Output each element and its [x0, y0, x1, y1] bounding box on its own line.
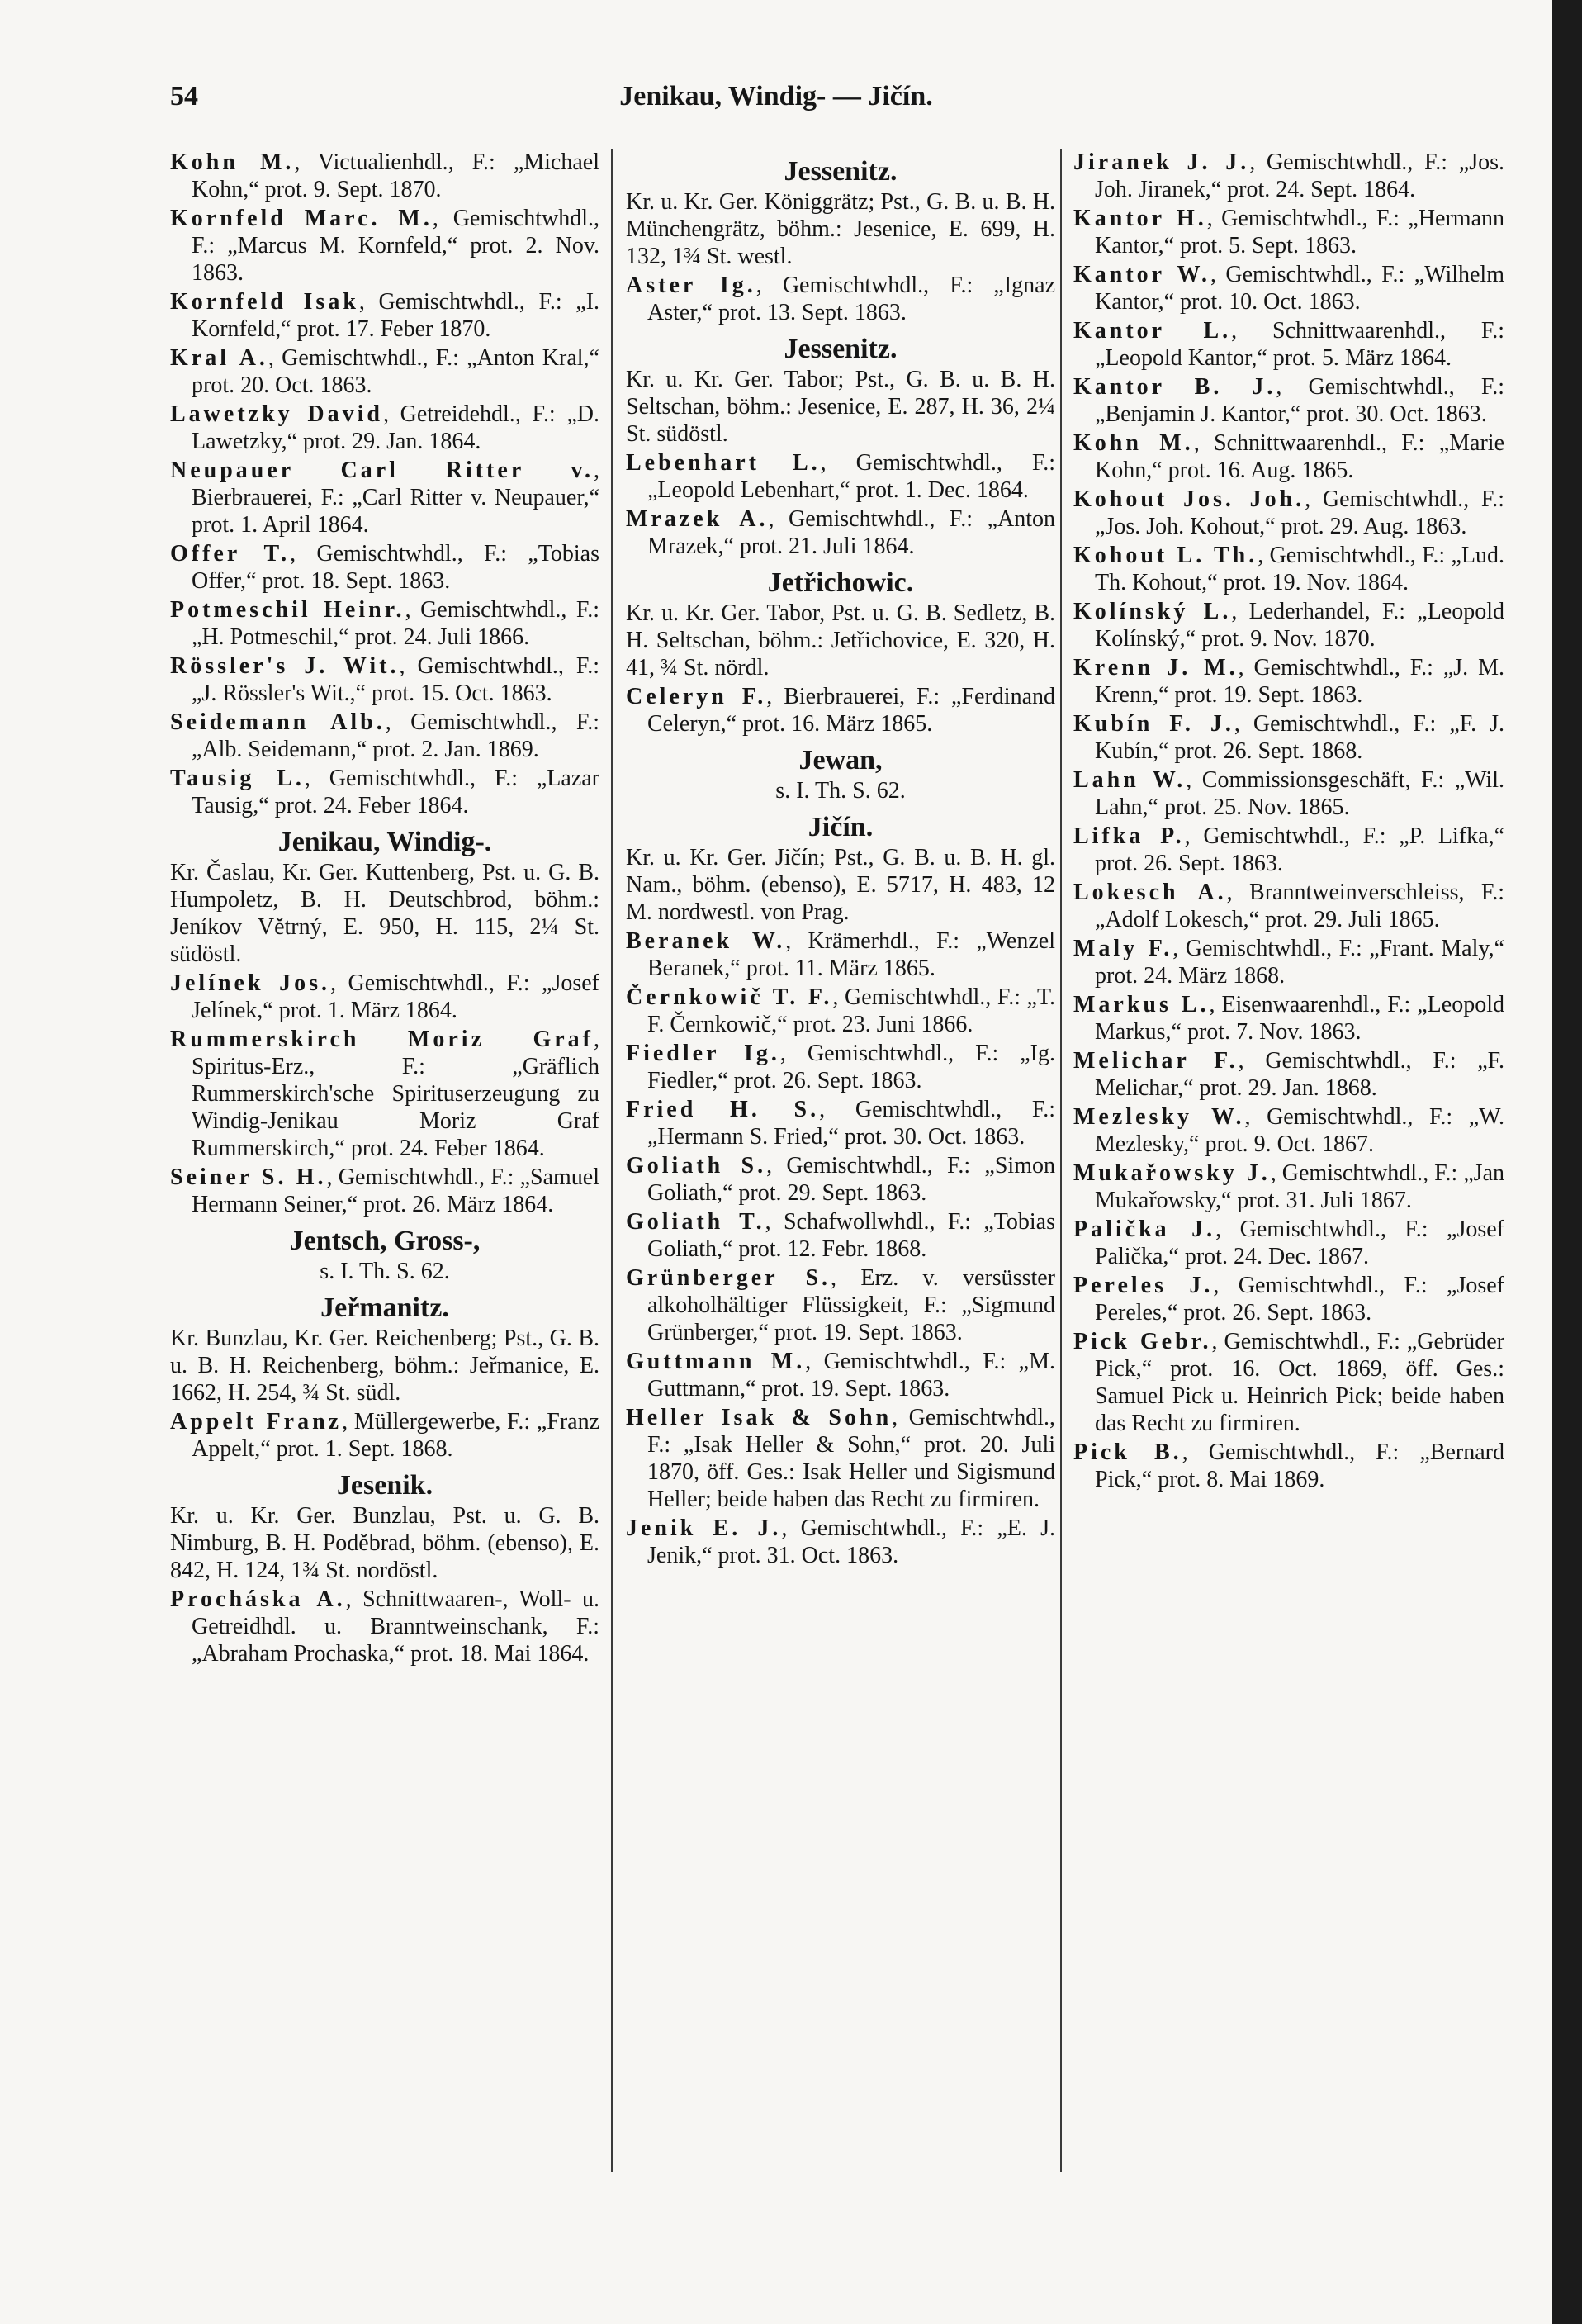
place-heading: Jentsch, Gross-,	[289, 1226, 481, 1256]
firm-entry	[170, 1408, 599, 1463]
firm-entry	[1073, 205, 1504, 259]
firm-details: , Schafwollwhdl., F.: „Tobias Goliath,“ prot. 12. Febr. 1868.	[647, 1209, 1055, 1262]
place-heading: Jessenitz.	[784, 334, 898, 364]
firm-entry	[170, 149, 599, 203]
firm-entry	[1073, 486, 1504, 540]
firm-details: , Gemischtwhdl., F.: „Marcus M. Kornfeld,“ prot. 2. Nov. 1863.	[192, 206, 599, 286]
firm-owner-name: Kantor W.	[1073, 262, 1210, 287]
firm-entry	[1073, 823, 1504, 877]
firm-entry	[1073, 710, 1504, 765]
firm-details: , Spiritus-Erz., F.: „Gräflich Rummerskirch'sche Spirituserzeugung zu Windig-Jenikau Moriz Graf Rummerskirch,“ prot. 24. Feber 1864.	[192, 1027, 599, 1161]
firm-owner-name: Pereles J.	[1073, 1273, 1214, 1298]
firm-owner-name: Appelt Franz	[170, 1409, 343, 1435]
firm-details: , Gemischtwhdl., F.: „F. J. Kubín,“ prot. 26. Sept. 1868.	[1095, 711, 1504, 764]
firm-details: , Gemischtwhdl., F.: „P. Lifka,“ prot. 26. Sept. 1863.	[1095, 823, 1504, 876]
firm-entry	[626, 1404, 1055, 1513]
place-section	[170, 1469, 599, 1584]
firm-details: , Commissionsgeschäft, F.: „Wil. Lahn,“ prot. 25. Nov. 1865.	[1095, 767, 1504, 820]
firm-owner-name: Kornfeld Marc. M.	[170, 206, 433, 231]
place-section	[626, 811, 1055, 926]
column-divider	[611, 149, 613, 2172]
firm-details: , Gemischtwhdl., F.: „F. Melichar,“ prot. 29. Jan. 1868.	[1095, 1048, 1504, 1101]
firm-owner-name: Kohout Jos. Joh.	[1073, 486, 1305, 512]
place-description: Kr. Časlau, Kr. Ger. Kuttenberg, Pst. u. G. B. Humpoletz, B. H. Deutschbrod, böhm.: Jeníkov Větrný, E. 950, H. 115, 2¼ St. südöstl.	[170, 860, 599, 967]
place-heading: Jetřichowic.	[767, 567, 914, 598]
firm-owner-name: Lifka P.	[1073, 823, 1185, 849]
firm-details: , Eisenwaarenhdl., F.: „Leopold Markus,“ prot. 7. Nov. 1863.	[1095, 992, 1504, 1045]
running-head: Jenikau, Windig- — Jičín.	[619, 81, 933, 111]
firm-entry	[626, 683, 1055, 738]
firm-owner-name: Krenn J. M.	[1073, 655, 1239, 681]
firm-entry	[170, 344, 599, 399]
firm-entry	[1073, 1439, 1504, 1493]
place-description: Kr. u. Kr. Ger. Tabor; Pst., G. B. u. B. H. Seltschan, böhm.: Jesenice, E. 287, H. 36, 2¼ St. südöstl.	[626, 367, 1055, 447]
firm-owner-name: Černkowič T. F.	[626, 984, 833, 1010]
firm-details: , Gemischtwhdl., F.: „Hermann Kantor,“ prot. 5. Sept. 1863.	[1095, 206, 1504, 258]
firm-entry	[626, 1348, 1055, 1402]
firm-entry	[626, 505, 1055, 560]
place-description: s. I. Th. S. 62.	[775, 778, 906, 804]
firm-owner-name: Aster Ig.	[626, 273, 756, 298]
place-section	[170, 826, 599, 968]
firm-entry	[170, 709, 599, 763]
firm-details: , Gemischtwhdl., F.: „Gebrüder Pick,“ prot. 16. Oct. 1869, öff. Ges.: Samuel Pick u. Heinrich Pick; beide haben das Recht zu firmiren.	[1095, 1329, 1504, 1436]
firm-details: , Gemischtwhdl., F.: „Wilhelm Kantor,“ prot. 10. Oct. 1863.	[1095, 262, 1504, 315]
firm-owner-name: Potmeschil Heinr.	[170, 597, 405, 623]
place-section	[626, 744, 1055, 804]
place-description: Kr. u. Kr. Ger. Königgrätz; Pst., G. B. u. B. H. Münchengrätz, böhm.: Jesenice, E. 699, H. 132, 1¾ St. westl.	[626, 189, 1055, 269]
firm-details: , Gemischtwhdl., F.: „Bernard Pick,“ prot. 8. Mai 1869.	[1095, 1439, 1504, 1492]
place-description: Kr. u. Kr. Ger. Tabor, Pst. u. G. B. Sedletz, B. H. Seltschan, böhm.: Jetřichovice, E. 320, H. 41, ¾ St. nördl.	[626, 600, 1055, 681]
firm-details: , Gemischtwhdl., F.: „Simon Goliath,“ prot. 29. Sept. 1863.	[647, 1153, 1055, 1206]
firm-owner-name: Jiranek J. J.	[1073, 149, 1250, 175]
firm-details: , Gemischtwhdl., F.: „M. Guttmann,“ prot. 19. Sept. 1863.	[647, 1349, 1055, 1402]
firm-details: , Gemischtwhdl., F.: „Josef Pereles,“ prot. 26. Sept. 1863.	[1095, 1273, 1504, 1326]
firm-entry	[1073, 1216, 1504, 1270]
firm-entry	[626, 449, 1055, 504]
place-section	[170, 1225, 599, 1285]
firm-details: , Krämerhdl., F.: „Wenzel Beranek,“ prot. 11. März 1865.	[647, 928, 1055, 981]
firm-entry	[1073, 1328, 1504, 1437]
firm-details: , Gemischtwhdl., F.: „Alb. Seidemann,“ prot. 2. Jan. 1869.	[192, 709, 599, 762]
firm-owner-name: Palička J.	[1073, 1217, 1216, 1242]
firm-entry	[626, 984, 1055, 1038]
directory-column-1	[170, 149, 599, 2180]
firm-details: , Gemischtwhdl., F.: „Ignaz Aster,“ prot. 13. Sept. 1863.	[647, 273, 1055, 325]
firm-details: , Gemischtwhdl., F.: „Lud. Th. Kohout,“ prot. 19. Nov. 1864.	[1095, 543, 1504, 595]
firm-owner-name: Fried H. S.	[626, 1097, 820, 1122]
firm-entry	[1073, 373, 1504, 428]
firm-owner-name: Kohn M.	[1073, 430, 1194, 456]
firm-entry	[1073, 1272, 1504, 1326]
firm-owner-name: Pick B.	[1073, 1439, 1182, 1465]
firm-owner-name: Fiedler Ig.	[626, 1041, 780, 1066]
firm-details: , Schnittwaarenhdl., F.: „Marie Kohn,“ prot. 16. Aug. 1865.	[1095, 430, 1504, 483]
firm-owner-name: Procháska A.	[170, 1586, 346, 1612]
firm-details: , Victualienhdl., F.: „Michael Kohn,“ prot. 9. Sept. 1870.	[192, 149, 599, 202]
place-section	[626, 567, 1055, 681]
place-heading: Jesenik.	[336, 1470, 433, 1501]
firm-entry	[170, 1164, 599, 1218]
firm-owner-name: Goliath S.	[626, 1153, 767, 1179]
firm-details: , Gemischtwhdl., F.: „Ig. Fiedler,“ prot. 26. Sept. 1863.	[647, 1041, 1055, 1093]
firm-entry	[170, 1586, 599, 1667]
firm-owner-name: Goliath T.	[626, 1209, 765, 1235]
place-heading: Jessenitz.	[784, 156, 898, 187]
firm-owner-name: Mrazek A.	[626, 506, 769, 532]
place-heading: Jeřmanitz.	[320, 1292, 449, 1323]
firm-owner-name: Kohn M.	[170, 149, 295, 175]
firm-details: , Gemischtwhdl., F.: „J. Rössler's Wit.,“ prot. 15. Oct. 1863.	[192, 653, 599, 706]
firm-owner-name: Rössler's J. Wit.	[170, 653, 400, 679]
firm-entry	[170, 765, 599, 819]
firm-entry	[626, 272, 1055, 326]
place-heading: Jičín.	[808, 812, 874, 842]
firm-details: , Gemischtwhdl., F.: „Hermann S. Fried,“ prot. 30. Oct. 1863.	[647, 1097, 1055, 1150]
firm-details: , Lederhandel, F.: „Leopold Kolínský,“ prot. 9. Nov. 1870.	[1095, 599, 1504, 652]
firm-details: , Erz. v. versüsster alkoholhältiger Flüssigkeit, F.: „Sigmund Grünberger,“ prot. 19. Sept. 1863.	[647, 1265, 1055, 1345]
firm-details: , Gemischtwhdl., F.: „T. F. Černkowič,“ prot. 23. Juni 1866.	[647, 984, 1055, 1037]
firm-details: , Gemischtwhdl., F.: „Jan Mukařowsky,“ prot. 31. Juli 1867.	[1095, 1160, 1504, 1213]
firm-owner-name: Mukařowsky J.	[1073, 1160, 1271, 1186]
firm-owner-name: Kubín F. J.	[1073, 711, 1234, 737]
directory-column-3	[1073, 149, 1504, 2180]
firm-details: , Gemischtwhdl., F.: „Isak Heller & Sohn,“ prot. 20. Juli 1870, öff. Ges.: Isak Heller und Sigismund Heller; beide haben das Recht zu firmiren.	[647, 1405, 1055, 1512]
firm-owner-name: Kantor B. J.	[1073, 374, 1276, 400]
page-number: 54	[170, 81, 198, 111]
place-description: Kr. u. Kr. Ger. Bunzlau, Pst. u. G. B. Nimburg, B. H. Poděbrad, böhm. (ebenso), E. 842, H. 124, 1¾ St. nordöstl.	[170, 1503, 599, 1583]
firm-owner-name: Guttmann M.	[626, 1349, 806, 1374]
firm-entry	[1073, 149, 1504, 203]
firm-owner-name: Maly F.	[1073, 936, 1173, 961]
firm-entry	[1073, 654, 1504, 709]
firm-entry	[170, 652, 599, 707]
firm-owner-name: Melichar F.	[1073, 1048, 1239, 1074]
place-description: s. I. Th. S. 62.	[320, 1259, 450, 1284]
firm-details: , Gemischtwhdl., F.: „Josef Jelínek,“ prot. 1. März 1864.	[192, 970, 599, 1023]
firm-details: , Gemischtwhdl., F.: „W. Mezlesky,“ prot. 9. Oct. 1867.	[1095, 1104, 1504, 1157]
firm-entry	[170, 205, 599, 287]
place-heading: Jenikau, Windig-.	[277, 827, 492, 857]
firm-entry	[170, 401, 599, 455]
place-heading: Jewan,	[798, 745, 883, 775]
place-section	[626, 333, 1055, 448]
firm-owner-name: Jenik E. J.	[626, 1515, 782, 1541]
firm-entry	[1073, 1103, 1504, 1158]
firm-owner-name: Markus L.	[1073, 992, 1210, 1017]
firm-owner-name: Jelínek Jos.	[170, 970, 330, 996]
firm-details: , Müllergewerbe, F.: „Franz Appelt,“ prot. 1. Sept. 1868.	[192, 1409, 599, 1462]
firm-details: , Gemischtwhdl., F.: „Samuel Hermann Seiner,“ prot. 26. März 1864.	[192, 1164, 599, 1217]
firm-owner-name: Rummerskirch Moriz Graf	[170, 1027, 594, 1052]
firm-owner-name: Seidemann Alb.	[170, 709, 386, 735]
firm-entry	[1073, 429, 1504, 484]
firm-entry	[1073, 991, 1504, 1046]
firm-details: , Gemischtwhdl., F.: „Josef Palička,“ prot. 24. Dec. 1867.	[1095, 1217, 1504, 1269]
firm-details: , Gemischtwhdl., F.: „J. M. Krenn,“ prot. 19. Sept. 1863.	[1095, 655, 1504, 708]
firm-owner-name: Kornfeld Isak	[170, 289, 359, 315]
firm-details: , Gemischtwhdl., F.: „H. Potmeschil,“ prot. 24. Juli 1866.	[192, 597, 599, 650]
firm-details: , Gemischtwhdl., F.: „Tobias Offer,“ prot. 18. Sept. 1863.	[192, 541, 599, 594]
place-description: Kr. u. Kr. Ger. Jičín; Pst., G. B. u. B. H. gl. Nam., böhm. (ebenso), E. 5717, H. 483, 12 M. nordwestl. von Prag.	[626, 845, 1055, 925]
firm-entry	[626, 927, 1055, 982]
firm-owner-name: Lebenhart L.	[626, 450, 821, 476]
firm-details: , Gemischtwhdl., F.: „Lazar Tausig,“ prot. 24. Feber 1864.	[192, 766, 599, 818]
firm-entry	[170, 540, 599, 595]
place-description: Kr. Bunzlau, Kr. Ger. Reichenberg; Pst., G. B. u. B. H. Reichenberg, böhm.: Jeřmanice, E. 1662, H. 254, ¾ St. südl.	[170, 1326, 599, 1406]
firm-details: , Gemischtwhdl., F.: „Leopold Lebenhart,“ prot. 1. Dec. 1864.	[647, 450, 1055, 503]
firm-details: , Gemischtwhdl., F.: „Frant. Maly,“ prot. 24. März 1868.	[1095, 936, 1504, 989]
firm-entry	[1073, 1160, 1504, 1214]
firm-entry	[626, 1515, 1055, 1569]
place-section	[626, 155, 1055, 270]
firm-entry	[1073, 1047, 1504, 1102]
firm-owner-name: Lawetzky David	[170, 401, 383, 427]
firm-entry	[1073, 598, 1504, 652]
firm-entry	[170, 596, 599, 651]
firm-owner-name: Pick Gebr.	[1073, 1329, 1212, 1354]
firm-owner-name: Tausig L.	[170, 766, 305, 791]
firm-details: , Gemischtwhdl., F.: „I. Kornfeld,“ prot. 17. Feber 1870.	[192, 289, 599, 342]
firm-owner-name: Kantor H.	[1073, 206, 1207, 231]
firm-entry	[626, 1208, 1055, 1263]
firm-details: , Schnittwaaren-, Woll- u. Getreidhdl. u. Branntweinschank, F.: „Abraham Prochaska,“ prot. 18. Mai 1864.	[192, 1586, 599, 1667]
firm-details: , Gemischtwhdl., F.: „E. J. Jenik,“ prot. 31. Oct. 1863.	[647, 1515, 1055, 1568]
firm-entry	[1073, 317, 1504, 372]
firm-owner-name: Offer T.	[170, 541, 291, 567]
firm-entry	[170, 1026, 599, 1162]
firm-owner-name: Seiner S. H.	[170, 1164, 327, 1190]
firm-entry	[1073, 879, 1504, 933]
place-section	[170, 1292, 599, 1406]
firm-owner-name: Kral A.	[170, 345, 268, 371]
firm-owner-name: Kolínský L.	[1073, 599, 1232, 624]
firm-details: , Gemischtwhdl., F.: „Jos. Joh. Jiranek,“ prot. 24. Sept. 1864.	[1095, 149, 1504, 202]
firm-entry	[1073, 935, 1504, 989]
firm-entry	[1073, 261, 1504, 315]
firm-owner-name: Heller Isak & Sohn	[626, 1405, 893, 1430]
firm-details: , Gemischtwhdl., F.: „Benjamin J. Kantor,“ prot. 30. Oct. 1863.	[1095, 374, 1504, 427]
firm-owner-name: Celeryn F.	[626, 684, 767, 709]
firm-owner-name: Kohout L. Th.	[1073, 543, 1258, 568]
firm-owner-name: Grünberger S.	[626, 1265, 831, 1291]
firm-entry	[170, 457, 599, 538]
firm-details: , Bierbrauerei, F.: „Carl Ritter v. Neupauer,“ prot. 1. April 1864.	[192, 458, 599, 538]
firm-details: , Gemischtwhdl., F.: „Anton Mrazek,“ prot. 21. Juli 1864.	[647, 506, 1055, 559]
firm-details: , Gemischtwhdl., F.: „Anton Kral,“ prot. 20. Oct. 1863.	[192, 345, 599, 398]
firm-entry	[1073, 542, 1504, 596]
firm-details: , Gemischtwhdl., F.: „Jos. Joh. Kohout,“ prot. 29. Aug. 1863.	[1095, 486, 1504, 539]
firm-entry	[170, 970, 599, 1024]
firm-entry	[170, 288, 599, 343]
firm-entry	[626, 1264, 1055, 1346]
firm-details: , Bierbrauerei, F.: „Ferdinand Celeryn,“ prot. 16. März 1865.	[647, 684, 1055, 737]
firm-owner-name: Kantor L.	[1073, 318, 1232, 344]
firm-owner-name: Lokesch A.	[1073, 880, 1227, 905]
directory-column-2	[626, 149, 1055, 2180]
firm-entry	[626, 1096, 1055, 1150]
firm-entry	[626, 1040, 1055, 1094]
firm-entry	[1073, 766, 1504, 821]
firm-owner-name: Lahn W.	[1073, 767, 1186, 793]
column-divider	[1060, 149, 1062, 2172]
firm-details: , Schnittwaarenhdl., F.: „Leopold Kantor,“ prot. 5. März 1864.	[1095, 318, 1504, 371]
firm-details: , Branntweinverschleiss, F.: „Adolf Lokesch,“ prot. 29. Juli 1865.	[1095, 880, 1504, 932]
firm-owner-name: Neupauer Carl Ritter v.	[170, 458, 594, 483]
firm-owner-name: Beranek W.	[626, 928, 786, 954]
firm-owner-name: Mezlesky W.	[1073, 1104, 1245, 1130]
firm-details: , Getreidehdl., F.: „D. Lawetzky,“ prot. 29. Jan. 1864.	[192, 401, 599, 454]
firm-entry	[626, 1152, 1055, 1207]
